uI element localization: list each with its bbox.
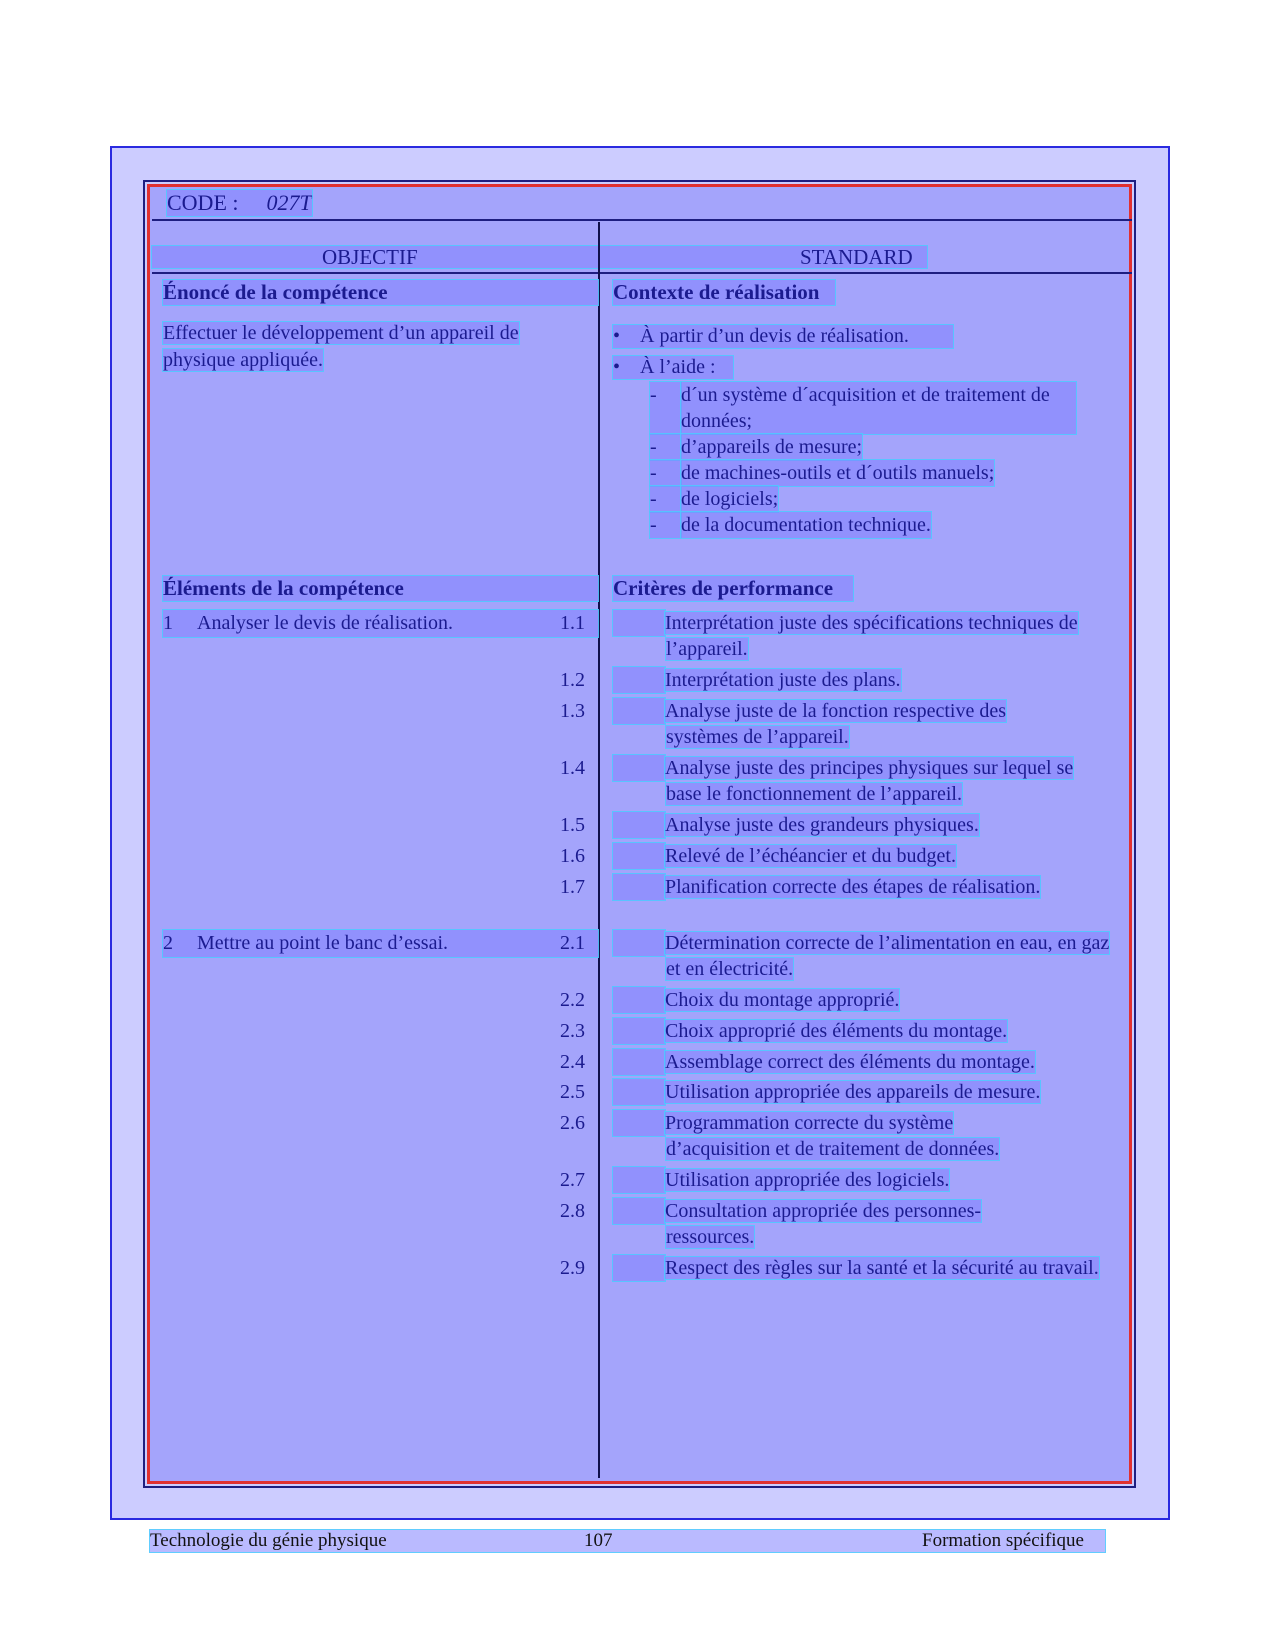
criteria-1-6: 1.6 Relevé de l’échéancier et du budget. — [560, 845, 956, 867]
code-divider — [152, 219, 1132, 221]
bullet-dot-icon: • — [613, 356, 621, 378]
code-label: CODE : — [167, 190, 239, 215]
contexte-bullet-1-text: À partir d’un devis de réalisation. — [640, 325, 909, 347]
code-line — [167, 190, 312, 216]
elements-title: Éléments de la compétence — [163, 576, 598, 601]
criteria-2-3: 2.3 Choix approprié des éléments du montage. — [560, 1020, 1008, 1042]
code-value: 027T — [266, 190, 312, 215]
criteria-2-4: 2.4 Assemblage correct des éléments du montage. — [560, 1051, 1035, 1073]
contexte-bullet-1 — [613, 325, 953, 348]
criteria-1-3: 1.3 Analyse juste de la fonction respective des systèmes de l’appareil. — [560, 700, 1006, 748]
criteria-2-5: 2.5 Utilisation appropriée des appareils de mesure. — [560, 1081, 1041, 1103]
standard-heading: STANDARD — [800, 245, 913, 269]
criteria-2-6: 2.6 Programmation correcte du système d’acquisition et de traitement de données. — [560, 1112, 1000, 1160]
element-2: 2 Mettre au point le banc d’essai. — [163, 930, 598, 957]
dash-icon: - — [650, 512, 681, 538]
list-item: - de la documentation technique. — [650, 514, 931, 536]
header-divider — [152, 272, 1132, 274]
dash-icon: - — [650, 486, 681, 512]
criteria-1-7: 1.7 Planification correcte des étapes de réalisation. — [560, 876, 1041, 898]
column-divider — [598, 222, 600, 1478]
bullet-dot-icon: • — [613, 325, 621, 347]
criteria-2-2: 2.2 Choix du montage approprié. — [560, 989, 900, 1011]
criteria-1-2: 1.2 Interprétation juste des plans. — [560, 669, 901, 691]
element-1: 1 Analyser le devis de réalisation. — [163, 610, 598, 637]
criteria-1-1: 1.1 Interprétation juste des spécifications techniques de l’appareil. — [560, 612, 1078, 660]
enonce-text-content: Effectuer le développement d’un appareil de physique appliquée. — [163, 322, 519, 371]
footer-right: Formation spécifique — [922, 1530, 1084, 1551]
dash-icon: - — [650, 460, 681, 486]
criteria-2-9: 2.9 Respect des règles sur la santé et la sécurité au travail. — [560, 1257, 1099, 1279]
list-item: - d’appareils de mesure; — [650, 436, 863, 458]
criteria-2-7: 2.7 Utilisation appropriée des logiciels. — [560, 1169, 950, 1191]
contexte-title: Contexte de réalisation — [613, 280, 835, 305]
footer-left: Technologie du génie physique — [150, 1530, 387, 1551]
contexte-bullet-2 — [613, 356, 733, 379]
list-item: - d´un système d´acquisition et de traitement de données; — [650, 382, 1080, 434]
enonce-title: Énoncé de la compétence — [163, 280, 598, 305]
objectif-heading: OBJECTIF — [322, 245, 418, 269]
list-item: - de logiciels; — [650, 488, 779, 510]
criteria-1-5: 1.5 Analyse juste des grandeurs physiques. — [560, 814, 979, 836]
page-number: 107 — [584, 1530, 613, 1551]
contexte-bullet-2-text: À l’aide : — [640, 356, 716, 378]
criteria-2-1: 2.1 Détermination correcte de l’alimentation en eau, en gaz et en électricité. — [560, 932, 1110, 980]
criteres-title: Critères de performance — [613, 576, 853, 601]
enonce-text — [163, 320, 583, 374]
criteria-2-8: 2.8 Consultation appropriée des personnes-ressources. — [560, 1200, 982, 1248]
criteria-1-4: 1.4 Analyse juste des principes physiques sur lequel se base le fonctionnement de l’appareil. — [560, 757, 1074, 805]
dash-icon: - — [650, 434, 681, 460]
list-item: - de machines-outils et d´outils manuels; — [650, 462, 995, 484]
contexte-sub-list — [650, 382, 1080, 538]
dash-icon: - — [650, 382, 681, 434]
